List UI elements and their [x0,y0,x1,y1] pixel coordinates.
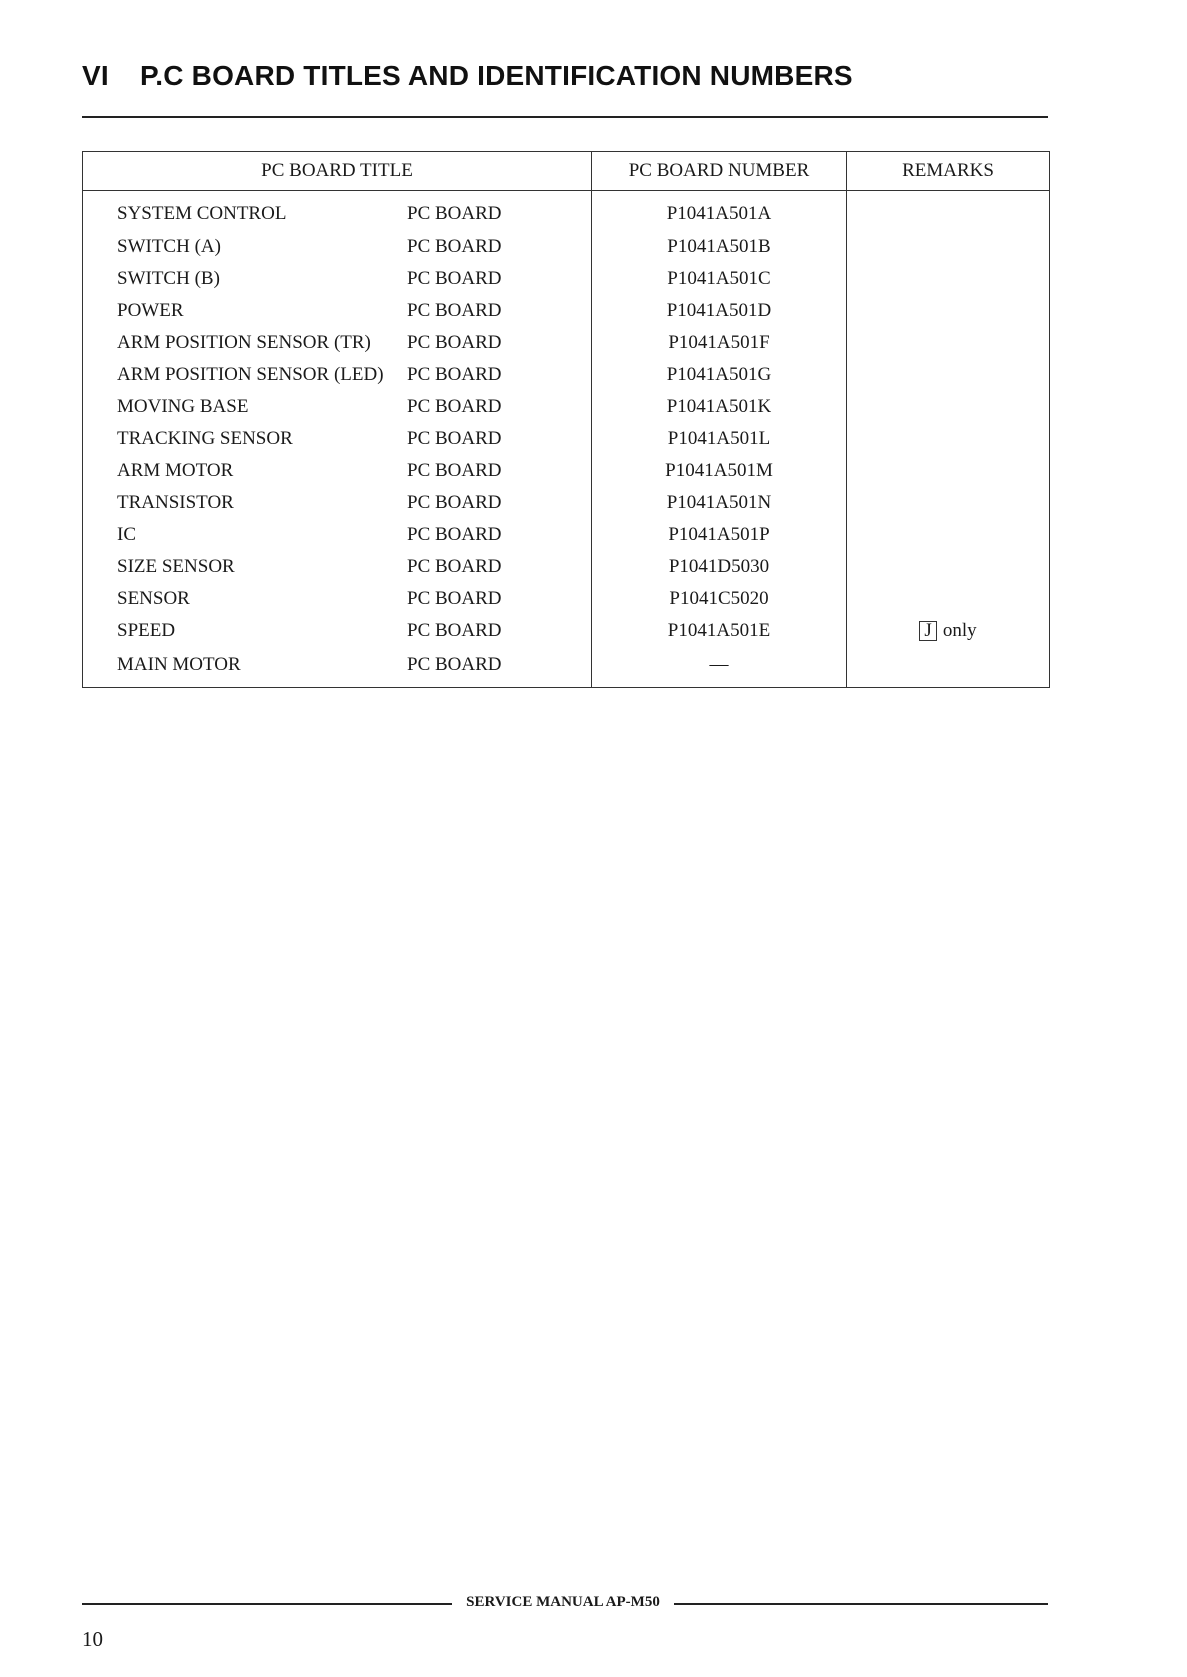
board-number: P1041C5020 [592,583,847,615]
board-remarks [847,231,1050,263]
region-code-box: J [919,621,936,641]
table-row [83,519,1050,551]
board-suffix: PC BOARD [407,332,502,353]
board-remarks [847,551,1050,583]
board-number: P1041A501A [592,191,847,232]
table-row [83,455,1050,487]
column-header-number: PC BOARD NUMBER [592,152,847,191]
board-number: P1041A501M [592,455,847,487]
table-row [83,487,1050,519]
board-number: P1041A501F [592,327,847,359]
board-suffix: PC BOARD [407,524,502,545]
table-row [83,327,1050,359]
table-row [83,647,1050,688]
table-row [83,231,1050,263]
table-row [83,615,1050,647]
board-remarks [847,359,1050,391]
board-number: P1041A501P [592,519,847,551]
board-remarks [847,519,1050,551]
board-remarks [847,647,1050,688]
board-number: P1041D5030 [592,551,847,583]
pc-board-table [82,151,1050,688]
page-number: 10 [82,1627,103,1651]
board-name: ARM MOTOR [117,460,234,481]
board-name: SWITCH (A) [117,236,221,257]
board-name: MAIN MOTOR [117,654,241,675]
board-name: SPEED [117,620,176,641]
footer-rule-right [674,1603,1048,1605]
remark-text: only [942,620,977,641]
table-row [83,295,1050,327]
board-number: P1041A501L [592,423,847,455]
board-name: ARM POSITION SENSOR (TR) [117,332,371,353]
board-suffix: PC BOARD [407,203,502,224]
board-name: TRACKING SENSOR [117,428,293,449]
board-remarks [847,327,1050,359]
board-name: SYSTEM CONTROL [117,203,287,224]
table-row [83,423,1050,455]
board-suffix: PC BOARD [407,300,502,321]
table-row [83,359,1050,391]
board-name: MOVING BASE [117,396,249,417]
table-row [83,551,1050,583]
board-suffix: PC BOARD [407,492,502,513]
board-number: P1041A501G [592,359,847,391]
section-title: P.C BOARD TITLES AND IDENTIFICATION NUMBERS [140,60,853,91]
title-underline [82,116,1048,118]
board-name: TRANSISTOR [117,492,234,513]
board-name: ARM POSITION SENSOR (LED) [117,364,384,385]
column-header-remarks: REMARKS [847,152,1050,191]
section-number: VI [82,60,109,91]
column-header-title: PC BOARD TITLE [83,152,592,191]
board-name: IC [117,524,136,545]
table-row [83,583,1050,615]
board-remarks [847,487,1050,519]
board-suffix: PC BOARD [407,556,502,577]
page-title [82,60,853,92]
board-number: P1041A501K [592,391,847,423]
board-remarks [847,423,1050,455]
board-name: SWITCH (B) [117,268,220,289]
footer-rule-left [82,1603,452,1605]
board-remarks [847,191,1050,232]
board-suffix: PC BOARD [407,364,502,385]
board-remarks [847,295,1050,327]
table-header-row [83,152,1050,191]
board-remarks [847,455,1050,487]
board-remarks [847,391,1050,423]
board-suffix: PC BOARD [407,236,502,257]
board-name: SENSOR [117,588,190,609]
board-number: P1041A501B [592,231,847,263]
board-number: — [592,647,847,688]
board-suffix: PC BOARD [407,460,502,481]
board-number: P1041A501N [592,487,847,519]
footer-manual-label: SERVICE MANUAL AP-M50 [466,1594,660,1610]
board-remarks [847,583,1050,615]
board-suffix: PC BOARD [407,268,502,289]
board-remarks [847,615,1050,647]
table-row [83,263,1050,295]
board-suffix: PC BOARD [407,588,502,609]
board-name: SIZE SENSOR [117,556,235,577]
board-number: P1041A501C [592,263,847,295]
board-suffix: PC BOARD [407,654,502,675]
board-number: P1041A501D [592,295,847,327]
table-row [83,191,1050,232]
table-row [83,391,1050,423]
board-remarks [847,263,1050,295]
board-suffix: PC BOARD [407,396,502,417]
board-suffix: PC BOARD [407,428,502,449]
board-suffix: PC BOARD [407,620,502,641]
board-number: P1041A501E [592,615,847,647]
board-name: POWER [117,300,184,321]
